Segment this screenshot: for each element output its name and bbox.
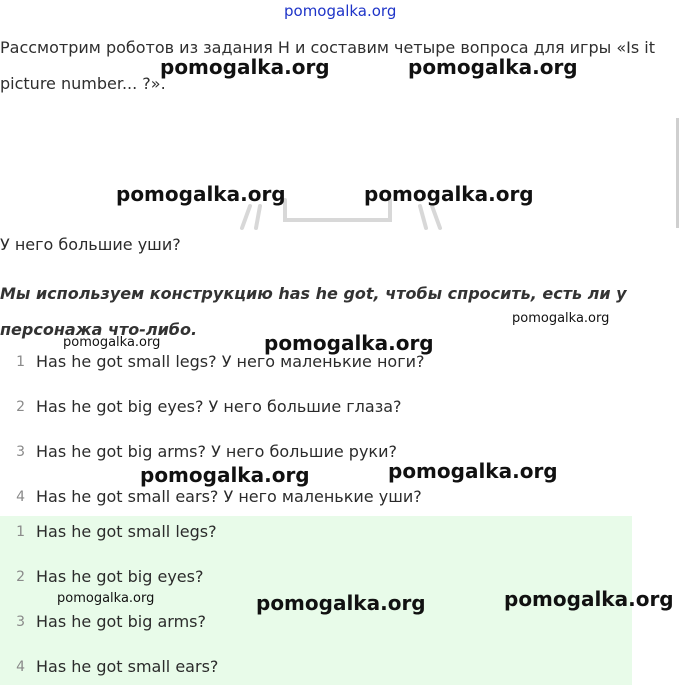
- list-text: Has he got small legs? У него маленькие ноги?: [36, 352, 425, 371]
- watermark: pomogalka.org: [160, 55, 330, 79]
- watermark: pomogalka.org: [388, 459, 558, 483]
- watermark: pomogalka.org: [140, 463, 310, 487]
- list-text: Has he got big arms? У него большие руки?: [36, 442, 397, 461]
- list-text: Has he got big eyes?: [36, 567, 204, 586]
- list-number: 3: [16, 614, 25, 630]
- list-number: 4: [16, 489, 25, 505]
- list-number: 1: [16, 524, 25, 540]
- watermark: pomogalka.org: [116, 182, 286, 206]
- watermark: pomogalka.org: [408, 55, 578, 79]
- list-number: 4: [16, 659, 25, 675]
- list-number: 2: [16, 399, 25, 415]
- watermark: pomogalka.org: [57, 591, 155, 606]
- watermark: pomogalka.org: [512, 311, 610, 326]
- list-text: Has he got small ears?: [36, 657, 219, 676]
- intro-text: Рассмотрим роботов из задания H и составим четыре вопроса для игры «Is it picture number... ?».: [0, 38, 655, 93]
- list-number: 2: [16, 569, 25, 585]
- scrollbar-fragment[interactable]: [676, 118, 679, 228]
- watermark: pomogalka.org: [504, 587, 674, 611]
- watermark: pomogalka.org: [364, 182, 534, 206]
- watermark: pomogalka.org: [264, 331, 434, 355]
- list-text: Has he got big arms?: [36, 612, 206, 631]
- list-text: Has he got big eyes? У него большие глаза?: [36, 397, 402, 416]
- list-text: Has he got small ears? У него маленькие уши?: [36, 487, 422, 506]
- explanation-text: Мы используем конструкцию has he got, чтобы спросить, есть ли у персонажа что-либо.: [0, 284, 627, 339]
- list-number: 3: [16, 444, 25, 460]
- question-text: У него большие уши?: [0, 235, 181, 254]
- list-text: Has he got small legs?: [36, 522, 217, 541]
- site-header-link[interactable]: pomogalka.org: [284, 2, 397, 20]
- watermark: pomogalka.org: [63, 335, 161, 350]
- list-number: 1: [16, 354, 25, 370]
- watermark: pomogalka.org: [256, 591, 426, 615]
